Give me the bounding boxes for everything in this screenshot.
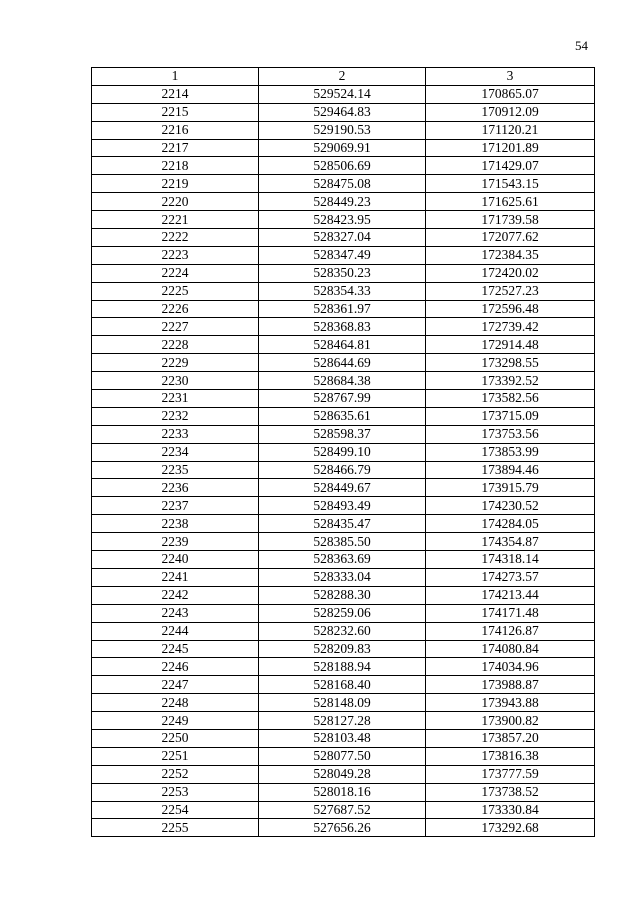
point-number-cell: 2242 [92,586,259,604]
point-number-cell: 2234 [92,443,259,461]
table-row [92,729,595,747]
x-coordinate-cell: 528103.48 [259,729,426,747]
x-coordinate-cell: 529069.91 [259,139,426,157]
x-coordinate-cell: 528232.60 [259,622,426,640]
coordinates-table [91,67,595,837]
y-coordinate-cell: 174213.44 [426,586,595,604]
y-coordinate-cell: 174080.84 [426,640,595,658]
point-number-cell: 2229 [92,354,259,372]
y-coordinate-cell: 173857.20 [426,729,595,747]
point-number-cell: 2220 [92,193,259,211]
point-number-cell: 2246 [92,658,259,676]
point-number-cell: 2228 [92,336,259,354]
x-coordinate-cell: 528127.28 [259,712,426,730]
point-number-cell: 2216 [92,121,259,139]
table-row [92,604,595,622]
y-coordinate-cell: 173738.52 [426,783,595,801]
y-coordinate-cell: 171543.15 [426,175,595,193]
point-number-cell: 2233 [92,425,259,443]
x-coordinate-cell: 529464.83 [259,103,426,121]
point-number-cell: 2238 [92,515,259,533]
y-coordinate-cell: 173988.87 [426,676,595,694]
y-coordinate-cell: 173943.88 [426,694,595,712]
table-row [92,694,595,712]
x-coordinate-cell: 528449.23 [259,193,426,211]
point-number-cell: 2227 [92,318,259,336]
x-coordinate-cell: 528363.69 [259,551,426,569]
table-row [92,282,595,300]
y-coordinate-cell: 173853.99 [426,443,595,461]
x-coordinate-cell: 528077.50 [259,747,426,765]
x-coordinate-cell: 528449.67 [259,479,426,497]
y-coordinate-cell: 173715.09 [426,407,595,425]
point-number-cell: 2251 [92,747,259,765]
table-row [92,193,595,211]
x-coordinate-cell: 528259.06 [259,604,426,622]
point-number-cell: 2236 [92,479,259,497]
x-coordinate-cell: 528148.09 [259,694,426,712]
table-row [92,229,595,247]
x-coordinate-cell: 528385.50 [259,533,426,551]
y-coordinate-cell: 173582.56 [426,390,595,408]
y-coordinate-cell: 172527.23 [426,282,595,300]
table-row [92,765,595,783]
y-coordinate-cell: 170865.07 [426,85,595,103]
y-coordinate-cell: 171429.07 [426,157,595,175]
page-number: 54 [575,38,588,53]
x-coordinate-cell: 528499.10 [259,443,426,461]
point-number-cell: 2231 [92,390,259,408]
y-coordinate-cell: 173777.59 [426,765,595,783]
y-coordinate-cell: 173292.68 [426,819,595,837]
x-coordinate-cell: 528598.37 [259,425,426,443]
point-number-cell: 2239 [92,533,259,551]
y-coordinate-cell: 172384.35 [426,246,595,264]
point-number-cell: 2214 [92,85,259,103]
y-coordinate-cell: 174230.52 [426,497,595,515]
y-coordinate-cell: 171625.61 [426,193,595,211]
table-row [92,354,595,372]
table-row [92,175,595,193]
x-coordinate-cell: 528018.16 [259,783,426,801]
x-coordinate-cell: 528493.49 [259,497,426,515]
table-row [92,211,595,229]
y-coordinate-cell: 174126.87 [426,622,595,640]
x-coordinate-cell: 528361.97 [259,300,426,318]
y-coordinate-cell: 173915.79 [426,479,595,497]
point-number-cell: 2248 [92,694,259,712]
table-row [92,586,595,604]
table-row [92,533,595,551]
y-coordinate-cell: 172596.48 [426,300,595,318]
point-number-cell: 2226 [92,300,259,318]
column-header-3: 3 [426,68,595,86]
y-coordinate-cell: 174034.96 [426,658,595,676]
x-coordinate-cell: 528475.08 [259,175,426,193]
point-number-cell: 2247 [92,676,259,694]
table-row [92,515,595,533]
point-number-cell: 2253 [92,783,259,801]
x-coordinate-cell: 528209.83 [259,640,426,658]
point-number-cell: 2245 [92,640,259,658]
table-row [92,783,595,801]
point-number-cell: 2230 [92,372,259,390]
point-number-cell: 2250 [92,729,259,747]
table-row [92,139,595,157]
y-coordinate-cell: 171739.58 [426,211,595,229]
point-number-cell: 2232 [92,407,259,425]
y-coordinate-cell: 174171.48 [426,604,595,622]
y-coordinate-cell: 174273.57 [426,568,595,586]
x-coordinate-cell: 528435.47 [259,515,426,533]
x-coordinate-cell: 528049.28 [259,765,426,783]
point-number-cell: 2222 [92,229,259,247]
table-row [92,246,595,264]
table-row [92,676,595,694]
x-coordinate-cell: 528423.95 [259,211,426,229]
y-coordinate-cell: 173816.38 [426,747,595,765]
point-number-cell: 2240 [92,551,259,569]
x-coordinate-cell: 528506.69 [259,157,426,175]
x-coordinate-cell: 527656.26 [259,819,426,837]
table-row [92,479,595,497]
x-coordinate-cell: 528684.38 [259,372,426,390]
point-number-cell: 2237 [92,497,259,515]
x-coordinate-cell: 528466.79 [259,461,426,479]
table-row [92,568,595,586]
x-coordinate-cell: 528464.81 [259,336,426,354]
table-row [92,300,595,318]
table-row [92,390,595,408]
y-coordinate-cell: 172914.48 [426,336,595,354]
y-coordinate-cell: 173753.56 [426,425,595,443]
point-number-cell: 2225 [92,282,259,300]
table-row [92,747,595,765]
y-coordinate-cell: 172420.02 [426,264,595,282]
y-coordinate-cell: 173330.84 [426,801,595,819]
table-row [92,801,595,819]
table-row [92,640,595,658]
point-number-cell: 2243 [92,604,259,622]
table-row [92,622,595,640]
y-coordinate-cell: 173392.52 [426,372,595,390]
point-number-cell: 2217 [92,139,259,157]
x-coordinate-cell: 528354.33 [259,282,426,300]
table-row [92,461,595,479]
y-coordinate-cell: 171120.21 [426,121,595,139]
x-coordinate-cell: 528635.61 [259,407,426,425]
x-coordinate-cell: 528327.04 [259,229,426,247]
table-row [92,551,595,569]
point-number-cell: 2223 [92,246,259,264]
y-coordinate-cell: 174354.87 [426,533,595,551]
y-coordinate-cell: 173298.55 [426,354,595,372]
table-row [92,425,595,443]
table-row [92,407,595,425]
table-row [92,658,595,676]
table-header-row [92,68,595,86]
x-coordinate-cell: 528333.04 [259,568,426,586]
table-row [92,336,595,354]
table-row [92,443,595,461]
point-number-cell: 2219 [92,175,259,193]
y-coordinate-cell: 171201.89 [426,139,595,157]
table-row [92,121,595,139]
point-number-cell: 2249 [92,712,259,730]
x-coordinate-cell: 528767.99 [259,390,426,408]
y-coordinate-cell: 170912.09 [426,103,595,121]
table-row [92,372,595,390]
y-coordinate-cell: 172077.62 [426,229,595,247]
table-row [92,497,595,515]
point-number-cell: 2244 [92,622,259,640]
y-coordinate-cell: 174318.14 [426,551,595,569]
column-header-2: 2 [259,68,426,86]
table-row [92,103,595,121]
point-number-cell: 2218 [92,157,259,175]
x-coordinate-cell: 529524.14 [259,85,426,103]
table-row [92,712,595,730]
point-number-cell: 2252 [92,765,259,783]
point-number-cell: 2221 [92,211,259,229]
x-coordinate-cell: 528350.23 [259,264,426,282]
table-row [92,85,595,103]
table-row [92,819,595,837]
point-number-cell: 2254 [92,801,259,819]
x-coordinate-cell: 529190.53 [259,121,426,139]
x-coordinate-cell: 528288.30 [259,586,426,604]
table-row [92,157,595,175]
x-coordinate-cell: 528168.40 [259,676,426,694]
x-coordinate-cell: 528347.49 [259,246,426,264]
column-header-1: 1 [92,68,259,86]
point-number-cell: 2235 [92,461,259,479]
table-row [92,318,595,336]
x-coordinate-cell: 528368.83 [259,318,426,336]
y-coordinate-cell: 173900.82 [426,712,595,730]
table-row [92,264,595,282]
point-number-cell: 2255 [92,819,259,837]
point-number-cell: 2241 [92,568,259,586]
x-coordinate-cell: 527687.52 [259,801,426,819]
y-coordinate-cell: 172739.42 [426,318,595,336]
y-coordinate-cell: 173894.46 [426,461,595,479]
point-number-cell: 2215 [92,103,259,121]
y-coordinate-cell: 174284.05 [426,515,595,533]
point-number-cell: 2224 [92,264,259,282]
x-coordinate-cell: 528644.69 [259,354,426,372]
x-coordinate-cell: 528188.94 [259,658,426,676]
